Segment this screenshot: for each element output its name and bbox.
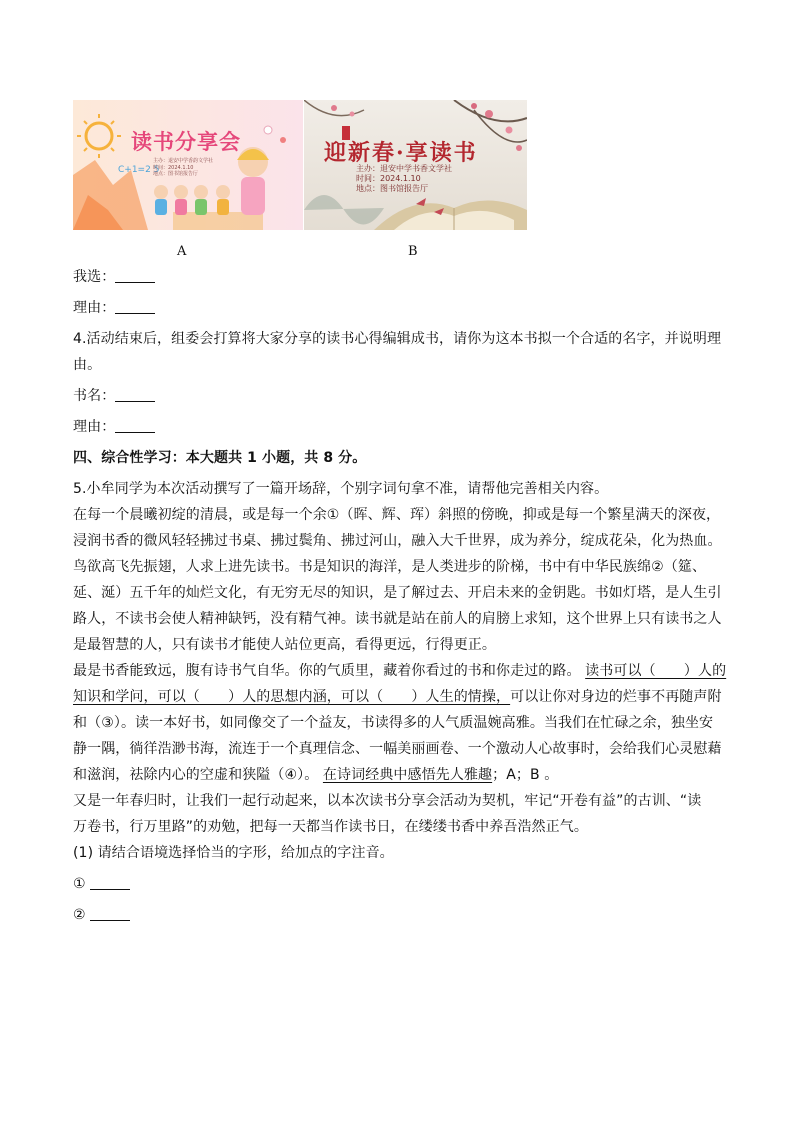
q5-paragraph-line: 路人，不读书会使人精神缺钙，没有精气神。读书就是站在前人的肩膀上求知，这个世界上只有读书之人 <box>73 611 722 627</box>
q5-intro: 5.小牟同学为本次活动撰写了一篇开场辞，个别字词句拿不准，请帮他完善相关内容。 <box>73 481 609 497</box>
q5-p8-text: 可以让你对身边的烂事不再随声附 <box>510 689 722 705</box>
q4-prompt-line-2: 由。 <box>73 357 102 373</box>
q4-reason-label: 理由： <box>73 419 116 435</box>
section-4-heading: 四、综合性学习：本大题共 1 小题，共 8 分。 <box>73 450 367 466</box>
q4-prompt-line-1: 4.活动结束后，组委会打算将大家分享的读书心得编辑成书，请你为这本书拟一个合适的名字，并说明理 <box>73 331 722 347</box>
image-label-b: B <box>408 244 418 259</box>
q3-reason-line <box>73 296 723 320</box>
q5-sub-question-1: (1) 请结合语境选择恰当的字形，给加点的字注音。 <box>73 845 394 861</box>
banner-image-a[interactable] <box>73 100 303 230</box>
q5-paragraph-line: 是最智慧的人，只有读书才能使人站位更高，看得更远，行得更正。 <box>73 637 496 653</box>
q5-underlined-sentence: 在诗词经典中感悟先人雅趣 <box>322 767 493 783</box>
q5-p11-text: 和滋润，祛除内心的空虚和狭隘（④）。 <box>73 767 319 783</box>
q3-choose-line <box>73 265 723 289</box>
q5-answer-2-blank[interactable] <box>90 906 130 921</box>
image-label-a: A <box>177 244 187 259</box>
question-text <box>73 265 727 934</box>
banner-a-info: 主办：退安中学香韵文学社 时间：2024.1.10 地点：图书馆报告厅 <box>153 158 214 177</box>
q5-paragraph-line: 在每一个晨曦初绽的清晨，或是每一个余①（晖、辉、珲）斜照的傍晚，抑或是每一个繁星满天的深夜， <box>73 507 721 523</box>
q3-reason-blank[interactable] <box>115 299 155 314</box>
q5-answer-2-label: ② <box>73 907 86 923</box>
q5-paragraph-line <box>73 685 723 709</box>
q4-reason-line <box>73 415 723 439</box>
q5-p7-text: 最是书香能致远，腹有诗书气自华。你的气质里，藏着你看过的书和你走过的路。 <box>73 663 581 679</box>
q4-name-line <box>73 384 723 408</box>
q5-paragraph-line: 和（③）。读一本好书，如同像交了一个益友，书读得多的人气质温婉高雅。当我们在忙碌之余，独坐安 <box>73 715 714 731</box>
q5-underlined-sentence: 知识和学问，可以（ ）人的思想内涵，可以（ ）人生的情操， <box>73 689 511 705</box>
q5-paragraph-line <box>73 659 727 683</box>
q5-underlined-sentence: 读书可以（ ）人的 <box>585 663 727 679</box>
q4-name-blank[interactable] <box>115 387 155 402</box>
svg-text:C+1=2 5: C+1=2 5 <box>118 165 160 175</box>
q5-paragraph-line: 静一隅，徜徉浩渺书海，流连于一个真理信念、一幅美丽画卷、一个激动人心故事时，会给我们心灵慰藉 <box>73 741 722 757</box>
q4-reason-blank[interactable] <box>115 418 155 433</box>
q5-answer-1-blank[interactable] <box>90 875 130 890</box>
q3-choose-blank[interactable] <box>115 268 155 283</box>
banner-b-title: 迎新春·享读书 <box>324 140 478 166</box>
q3-reason-label: 理由： <box>73 300 116 316</box>
q4-name-label: 书名： <box>73 388 116 404</box>
q5-paragraph-line: 万卷书，行万里路”的劝勉，把每一天都当作读书日，在缕缕书香中养吾浩然正气。 <box>73 819 588 835</box>
q5-answer-1-line <box>73 872 723 896</box>
q5-paragraph-line: 鸟欲高飞先振翅，人求上进先读书。书是知识的海洋，是人类进步的阶梯，书中有中华民族绵②（筵、 <box>73 559 707 575</box>
q5-paragraph-line <box>73 763 723 787</box>
q5-answer-2-line <box>73 903 723 927</box>
q5-p11-tail: ；A；B 。 <box>492 767 559 783</box>
banner-b-info: 主办：退安中学书香文学社 时间：2024.1.10 地点：图书馆报告厅 <box>356 164 452 193</box>
q5-answer-1-label: ① <box>73 876 86 892</box>
q5-paragraph-line: 延、涎）五千年的灿烂文化，有无穷无尽的知识，是了解过去、开启未来的金钥匙。书如灯塔，是人生引 <box>73 585 722 601</box>
page-content <box>73 100 727 923</box>
q5-paragraph-line: 浸润书香的微风轻轻拂过书桌、拂过鬓角、拂过河山，融入大千世界，成为养分，绽成花朵，化为热血。 <box>73 533 722 549</box>
q3-choose-label: 我选： <box>73 269 116 285</box>
banner-a-title: 读书分享会 <box>131 130 241 154</box>
banner-images <box>73 100 533 232</box>
q5-paragraph-line: 又是一年春归时，让我们一起行动起来，以本次读书分享会活动为契机，牢记“开卷有益”的古训、“读 <box>73 793 702 809</box>
banner-image-b[interactable] <box>304 100 527 230</box>
